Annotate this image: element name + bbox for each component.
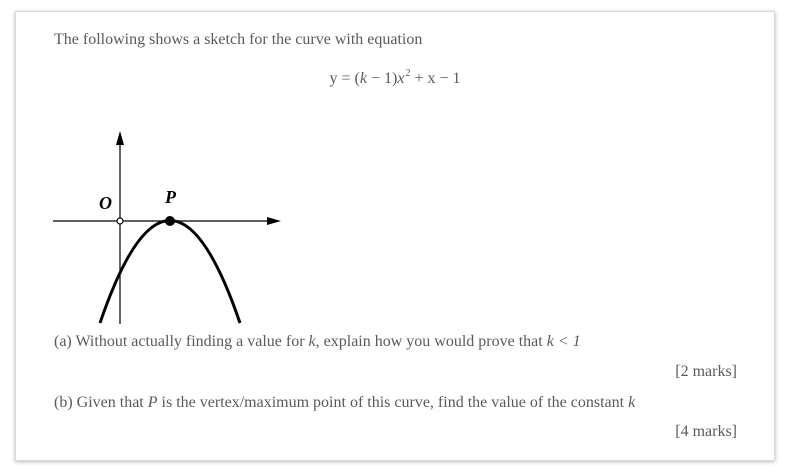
question-a: (a) Without actually finding a value for k, explain how you would prove that k < 1 [54,333,581,350]
question-b-marks: [4 marks] [675,423,737,440]
question-card [15,11,775,461]
vertex-label: P [165,187,176,207]
vertex-point [165,216,175,226]
question-b: (b) Given that P is the vertex/maximum point of this curve, find the value of the constant k [54,394,636,411]
origin-point [117,218,123,224]
x-axis-arrow-icon [267,217,281,225]
intro-text: The following shows a sketch for the curve with equation [54,31,423,48]
curve-equation: $y = (k - 1)x^2 + x - 1$ [329,68,461,87]
question-a-marks: [2 marks] [675,363,737,380]
origin-label: O [99,193,112,213]
curve-sketch [49,125,289,325]
parabola-curve [100,221,240,324]
y-axis-arrow-icon [116,131,124,145]
